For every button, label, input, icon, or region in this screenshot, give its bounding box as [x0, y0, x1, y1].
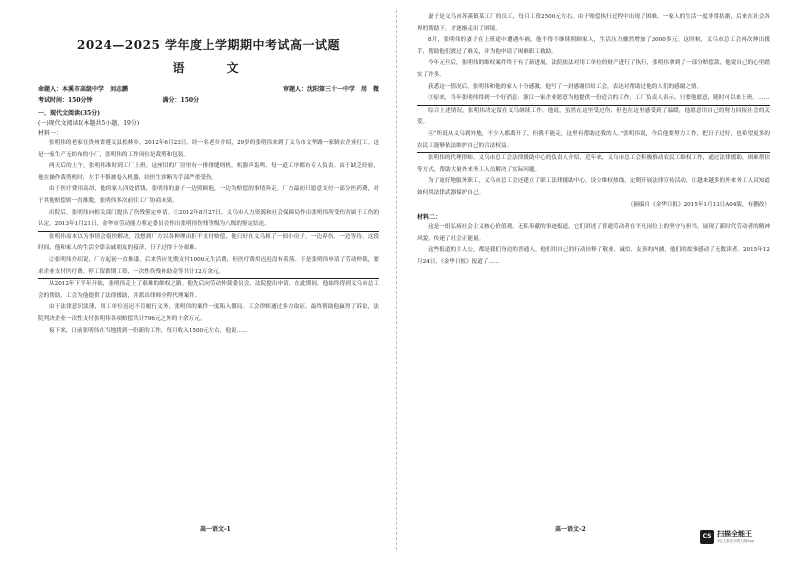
camscanner-logo-icon: CS: [700, 530, 714, 544]
paragraph: 这是一组弘扬社会主义核心价值观、无私奉献的事迹报道。它们讲述了普通劳动者在平凡岗位上的坚守与担当，展现了新时代劳动者的精神风貌，传递了社会正能量。: [417, 224, 770, 242]
right-page: [397, 0, 794, 561]
exam-time: 考试时间：150分钟: [38, 97, 93, 104]
paragraph: 从2012年下半年开始，张明伟走上了艰难的维权之路。他先后向劳动仲裁委员会、法院提出申请，在此期间，他始终得到义乌市总工会的帮助，工会为他提供了法律援助，并派出律师全程代理案件。: [38, 281, 379, 299]
paragraph: 这些报道的主人公，都是我们身边的普通人。他们用自己的行动诠释了敬业、诚信、友善的内涵，他们的故事感动了无数读者。2015年12月24日，《金华日报》报道了……: [417, 247, 770, 265]
paragraph-underlined: ②张明伟介绍说，厂方起初一直推诿，后来答应先期支付1000元生活费，但医疗费用迟迟没有着落。于是张明伟申请了劳动仲裁，要求企业支付医疗费、停工留薪期工资、一次性伤残补助金等共计12万余元。: [38, 255, 379, 279]
subsection-heading: (一)现代文阅读Ⅰ(本题共5小题，19分): [38, 120, 140, 127]
paragraph-underlined: ③原来，当年张明伟得到一个好消息：浙江一家企业愿意为他提供一份适合的工作，工厂负责人表示，只要他愿意，随时可以来上班。……: [417, 93, 770, 106]
reviewer: 审题人：沈阳第三十一中学 用 微: [282, 86, 379, 93]
paragraph-underlined: 出院后，张明伟向相关部门提出了伤残鉴定申请。①2012年8月27日，义乌市人力资源和社会保障局作出张明伟所受伤害属于工伤的认定。2013年1月21日，金华市劳动能力鉴定委员会作出张明伟伤残等级为八级的鉴定结论。: [38, 208, 379, 232]
paragraph: 张明伟的代理律师、义乌市总工会法律援助中心的负责人介绍，近年来，义乌市总工会积极推动农民工维权工作，通过法律援助、困难帮扶等方式，帮助大量外来务工人员解决了实际问题。: [417, 155, 770, 173]
scanner-watermark: [700, 529, 754, 544]
paragraph: 接下来，日前张明伟在当地找到一份新的工作，每月收入1500元左右，他说……: [49, 327, 248, 334]
paragraph: 今年元旦后，张明伟的维权案件终于有了新进展，法院依法对用工单位的财产进行了执行，张明伟拿到了一部分赔偿款，他说自己的心里踏实了许多。: [417, 60, 770, 78]
paragraph: 张明伟原本以为事情会很快解决，没想到厂方以各种理由拒不支付赔偿，他只好在义乌租了一间小房子，一边养伤，一边等待。这段时间，他和家人的生活全靠亲戚朋友的接济，日子过得十分艰难。: [38, 233, 379, 252]
author-row: [38, 84, 379, 93]
section-heading: 一、现代文阅读(35分): [38, 110, 101, 117]
paragraph: 妻子是义乌市苏溪镇某工厂的员工，每月工资2500元左右。由于赔偿执行过程中出现了困难，一家人的生活一度非常拮据，后来在社会各界的帮助下，才逐渐走出了困境。: [417, 14, 770, 32]
paragraph: 综合上述情况，张明伟决定留在义乌继续工作。他说，虽然在这里受过伤，但也在这里感受到了温暖，他愿意用自己的努力回报社会的关爱。: [417, 107, 770, 126]
paragraph: 8月，张明伟的妻子在上班途中遭遇车祸，他不得不继续照顾家人，生活压力骤然增加了3000多元。这时候，义乌市总工会再次伸出援手，帮助他们渡过了难关，并为他申请了困难职工救助。: [417, 37, 770, 55]
paragraph: 张明伟的老家在贵州省遵义县松林乡。2012年6月23日，经一名老乡介绍，29岁的张明伟来到了义乌市文华路一家制衣企业打工。这是一家生产无纺布的小厂，张明伟的工作岗位是裁剪和包装。: [38, 140, 379, 158]
material-one-label: 材料一：: [38, 130, 63, 137]
scanner-tagline: 3亿人都在用的扫描App: [717, 539, 755, 543]
source-citation: （摘编自《金华日报》2015年1月13日A04版，有删改）: [627, 201, 770, 208]
paragraph: 两天后的上午，张明伟准时到工厂上班。这座旧的厂房里有一排排缝纫机，机器声轰鸣，每一道工序都有专人负责。由于缺乏经验，他在操作裁剪机时，左手不慎被卷入机器，经医生诊断为手部严重受伤。: [38, 163, 379, 181]
paragraph: 由于法律意识淡薄，用工单位迟迟不肯履行义务，张明伟的案件一度陷入僵局。工会律师通过多方取证，最终帮助他赢得了诉讼，法院判决企业一次性支付张明伟各项赔偿共计796元之外的十余万元。: [38, 304, 379, 322]
paragraph: 获悉这一情况后，张明伟和他的家人十分感激，他写了一封感谢信给工会，表达对帮助过他的人们的感谢之情。: [428, 83, 703, 90]
paragraph: 由于医疗费用高昂，他的家人四处借钱，张明伟的妻子一边照顾他，一边为赔偿的事情奔走。厂方最初只愿意支付一部分医药费，对于其他赔偿则一直推脱，张明伟多次前往工厂协商未果。: [38, 186, 379, 204]
page-footer-left: 高一语文-1: [200, 526, 231, 533]
time-row: [38, 95, 379, 104]
material-two-label: 材料二：: [417, 214, 442, 222]
paragraph-underlined: ④“所说从义乌到外地，不少人都离开了，但我不能走，这里有帮助过我的人。”张明伟说，今后他要努力工作，把日子过好，也希望更多的农民工能够依法维护自己的合法权益。: [417, 129, 770, 153]
paragraph: 为了更好地服务职工，义乌市总工会还建立了职工法律援助中心，设立维权热线，定期开展法律宣传活动，让越来越多的外来务工人员知道如何用法律武器保护自己。: [417, 178, 770, 196]
subject-title: 语 文: [172, 61, 245, 75]
scanner-app-name: 扫描全能王: [717, 530, 752, 538]
setter: 命题人：本溪市高级中学 刘志鹏: [38, 86, 129, 93]
exam-score: 满分：150分: [162, 97, 200, 104]
exam-title: 2024—2025 学年度上学期期中考试高一试题: [77, 38, 340, 52]
page-footer-right: 高一语文-2: [555, 526, 586, 533]
